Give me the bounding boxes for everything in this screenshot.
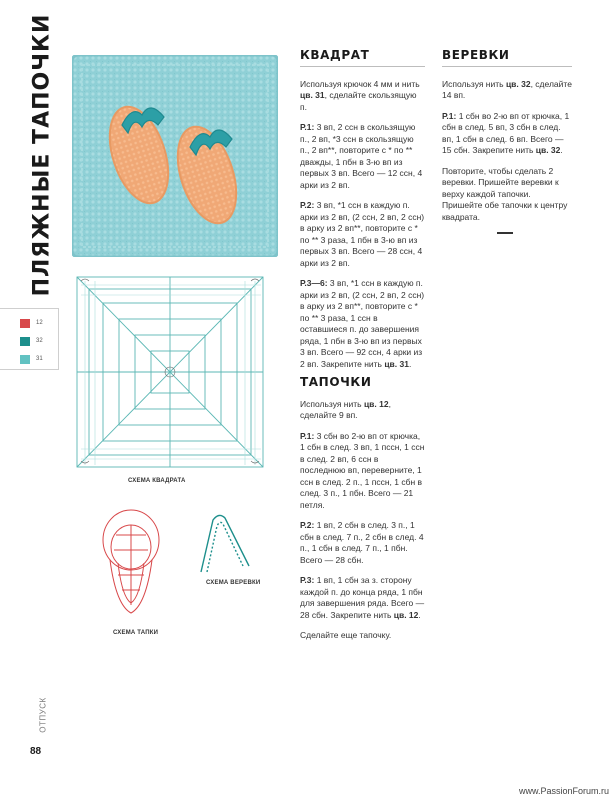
text: Используя крючок 4 мм и нить: [300, 78, 420, 89]
watermark: www.PassionForum.ru: [518, 786, 609, 796]
page-number: 88: [30, 746, 42, 757]
strap-chart-caption: СХЕМА ВЕРЕВКИ: [206, 580, 261, 586]
row-paragraph: [300, 520, 425, 566]
side-label-text: ОТПУСК: [38, 697, 48, 733]
strap-instructions: [442, 50, 572, 234]
yarn-color: цв. 32: [505, 78, 531, 89]
row-label: Р.3—6:: [300, 278, 328, 288]
row-text: 3 вп, *1 ссн в каждую п. арки из 2 вп, (2 ссн, 2 вп, 2 ссн) в арку из 2 вп**, повторите с * по ** 3 раза, 1 ссн в оставшиеся п. до завершения ряда, 1 пбн в 3-ю вп из первых 3 вп. Всего — 92 ссн, 4 арки из 2 вп. Закрепите нить: [300, 278, 425, 369]
slipper-chart-caption: СХЕМА ТАПКИ: [113, 630, 159, 636]
row-paragraph: [300, 431, 425, 512]
assembly-paragraph: Повторите, чтобы сделать 2 веревки. Пришейте веревки к верху каждой тапочки. Пришейте обе тапочки к центру квадрата.: [442, 165, 568, 222]
legend-item: [20, 317, 43, 329]
row-text: 3 сбн во 2-ю вп от крючка, 1 сбн в след. 3 вп, 1 пссн, 1 ссн в след. 2 вп, 6 ссн в последнюю вп, переверните, 1 ссн в след. 2 п., 1 пссн, 1 сбн в след. 3 п., 1 пбн. Всего — 21 петля.: [300, 430, 425, 510]
section-heading: КВАДРАТ: [300, 50, 425, 67]
row-label: Р.1:: [300, 122, 315, 132]
text: , сделайте скользящую п.: [300, 90, 417, 112]
section-heading: ТАПОЧКИ: [300, 375, 372, 389]
legend-item: [20, 335, 43, 347]
strap-chart-diagram: [195, 508, 255, 576]
page-title-text: ПЛЯЖНЫЕ ТАПОЧКИ: [29, 13, 55, 297]
text: .: [418, 609, 421, 620]
row-label: Р.2:: [300, 200, 315, 210]
row-text: 1 сбн во 2-ю вп от крючка, 1 сбн в след. 5 вп, 3 сбн в след. вп, 1 сбн в след. 6 вп. Всего — 15 сбн. Закрепите нить: [442, 110, 570, 155]
row-label: Р.1:: [442, 110, 457, 121]
legend-label: 32: [36, 338, 43, 344]
slipper-instructions: [300, 377, 425, 651]
text: Используя нить: [300, 398, 364, 409]
yarn-color: цв. 31: [384, 358, 409, 369]
text: .: [560, 145, 563, 155]
yarn-color: цв. 12: [363, 398, 389, 409]
end-mark: [497, 232, 513, 234]
yarn-color: цв. 31: [300, 90, 325, 100]
yarn-color: цв. 32: [535, 145, 561, 155]
outro-paragraph: Сделайте еще тапочку.: [300, 630, 392, 640]
text: , сделайте 9 вп.: [300, 398, 391, 420]
text: .: [408, 358, 412, 369]
row-text: 3 вп, 2 ссн в скользящую п., 2 вп, *3 ссн в скользящую п., 2 вп**, повторите с * по ** дважды, 1 пбн в 3-ю вп из первых 3 вп. Всего — 12 ссн, 4 арки из 2 вп.: [300, 122, 423, 190]
legend-label: 12: [36, 320, 43, 326]
row-text: 1 вп, 2 сбн в след. 3 п., 1 сбн в след. 7 п., 2 сбн в след. 4 п., 1 сбн в след. 7 п., 1 пбн. Всего — 28 сбн.: [300, 520, 424, 565]
row-paragraph: [300, 575, 425, 621]
row-label: Р.2:: [300, 520, 315, 530]
text: , сделайте 14 вп.: [442, 78, 572, 100]
row-paragraph: [442, 111, 572, 157]
text: Используя нить: [442, 78, 506, 89]
color-legend: [0, 308, 59, 370]
page-title: [26, 13, 58, 297]
square-instructions: [300, 50, 425, 379]
square-photo: [72, 55, 278, 257]
section-side-label: [36, 695, 50, 735]
row-label: Р.1:: [300, 430, 315, 441]
row-paragraph: [300, 278, 425, 370]
intro-paragraph: [442, 79, 572, 102]
legend-label: 31: [36, 356, 43, 362]
legend-swatch: [20, 319, 30, 328]
square-chart-diagram: [75, 275, 265, 470]
slipper-chart-diagram: [96, 505, 166, 620]
intro-paragraph: [300, 399, 425, 422]
legend-item: [20, 353, 43, 365]
row-paragraph: [300, 200, 425, 269]
legend-swatch: [20, 337, 30, 346]
row-label: Р.3:: [300, 575, 315, 585]
square-chart-caption: СХЕМА КВАДРАТА: [128, 478, 186, 484]
row-text: 3 вп, *1 ссн в каждую п. арки из 2 вп, (2 ссн, 2 вп, 2 ссн) в арку из 2 вп**, повторите с * по ** 3 раза, 1 пбн в 3-ю вп из первых 3 вп. Всего — 28 ссн, 4 арки из 2 вп.: [300, 200, 425, 268]
section-heading: ВЕРЕВКИ: [442, 50, 572, 67]
yarn-color: цв. 12: [393, 609, 419, 620]
intro-paragraph: [300, 79, 425, 114]
legend-swatch: [20, 355, 30, 364]
row-text: 1 вп, 1 сбн за з. сторону каждой п. до конца ряда, 1 пбн для завершения ряда. Всего — 28 сбн. Закрепите нить: [300, 575, 425, 620]
row-paragraph: [300, 122, 425, 191]
